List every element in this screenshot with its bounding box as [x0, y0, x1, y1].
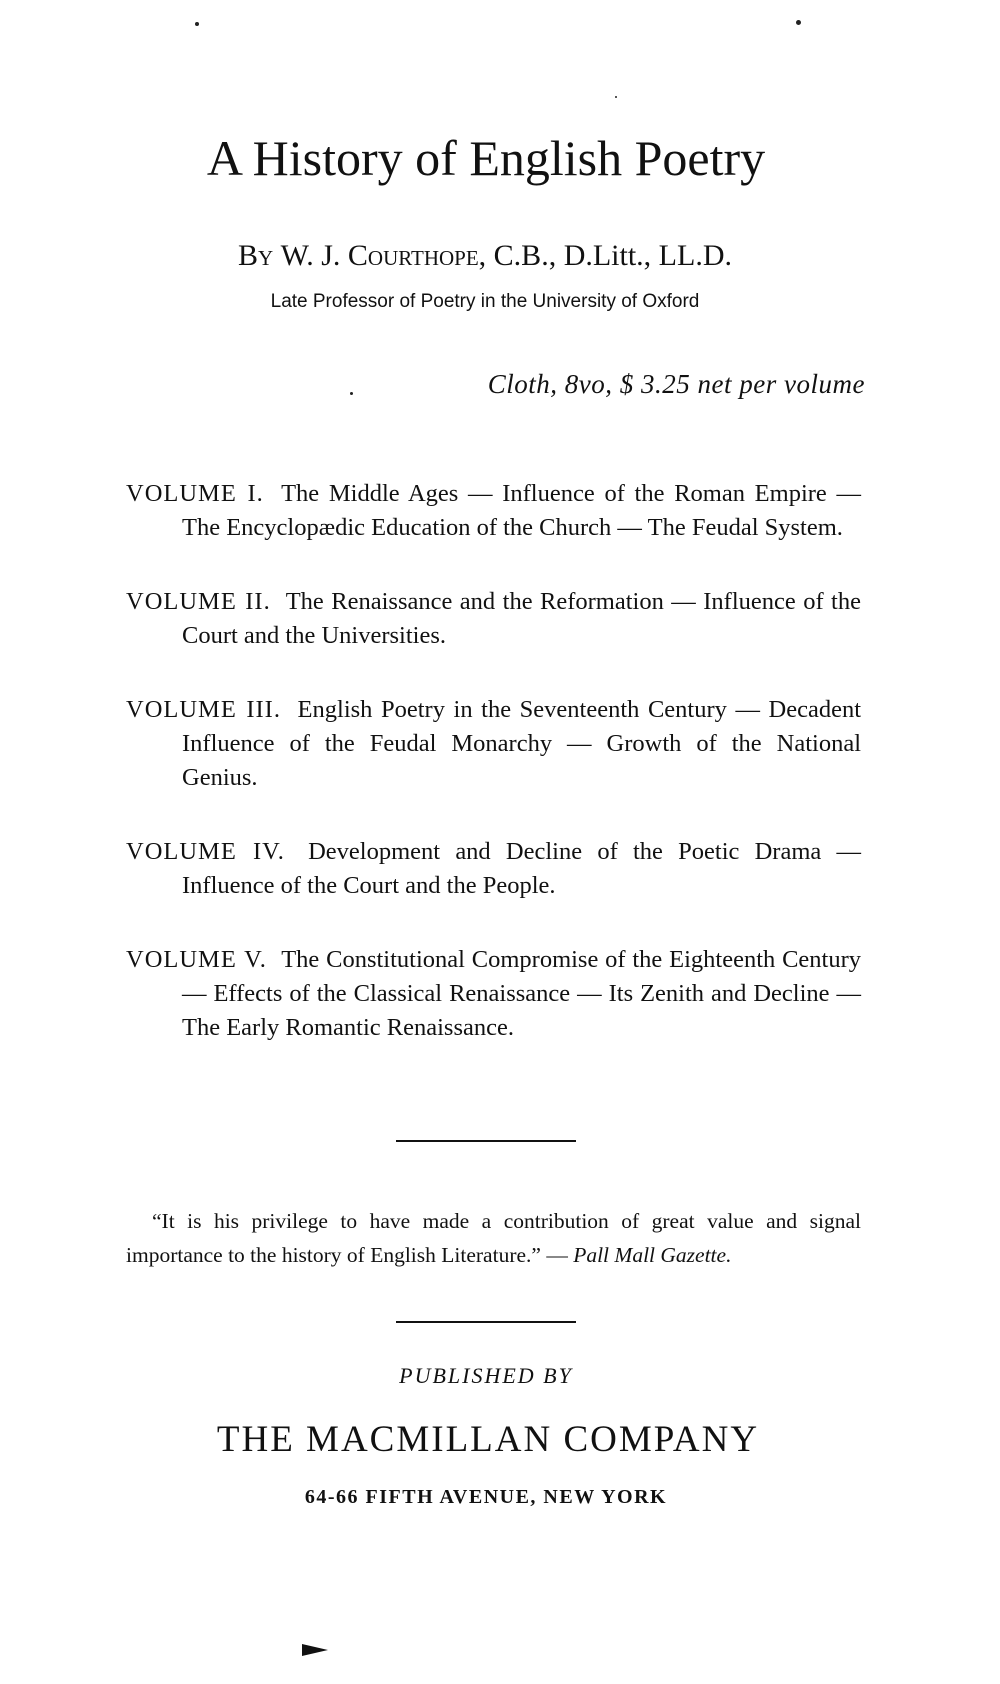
- scan-speck: [615, 96, 617, 98]
- author-prefix: By: [237, 239, 274, 272]
- volume-entry: [126, 835, 861, 903]
- volume-description: The Constitutional Compromise of the Eighteenth Century — Effects of the Classical Renaissance — Its Zenith and Decline — The Early Romantic Renaissance.: [182, 945, 861, 1041]
- scan-speck: [796, 20, 801, 25]
- scan-speck: [195, 22, 199, 26]
- review-source: Pall Mall Gazette.: [573, 1242, 732, 1267]
- scan-speck: [350, 392, 353, 395]
- volume-description: The Renaissance and the Reformation — Influence of the Court and the Universities.: [182, 587, 861, 649]
- volume-label: VOLUME II.: [126, 587, 271, 615]
- volume-label: VOLUME III.: [126, 695, 281, 723]
- review-quote-text: “It is his privilege to have made a contribution of great value and signal importance to the history of English Literature.”: [126, 1208, 861, 1267]
- book-title: A History of English Poetry: [206, 130, 766, 186]
- divider-rule: [396, 1140, 576, 1142]
- divider-rule: [396, 1321, 576, 1323]
- volume-description: The Middle Ages — Influence of the Roman Empire — The Encyclopædic Education of the Church — The Feudal System.: [182, 479, 861, 541]
- price-line: Cloth, 8vo, $ 3.25 net per volume: [487, 369, 865, 399]
- volume-label: VOLUME I.: [126, 479, 264, 507]
- published-by-label: PUBLISHED BY: [399, 1363, 573, 1388]
- volume-entry: [126, 477, 861, 545]
- publisher-name: THE MACMILLAN COMPANY: [216, 1419, 760, 1460]
- volume-label: VOLUME V.: [126, 945, 267, 973]
- volume-description: Development and Decline of the Poetic Drama — Influence of the Court and the People.: [182, 837, 861, 899]
- volume-list: [126, 452, 861, 1085]
- volume-description: English Poetry in the Seventeenth Century — Decadent Influence of the Feudal Monarchy — Growth of the National Genius.: [182, 695, 862, 791]
- volume-entry: [126, 693, 861, 795]
- publisher-address: 64-66 FIFTH AVENUE, NEW YORK: [304, 1486, 668, 1508]
- volume-entry: [126, 585, 861, 653]
- printer-mark-icon: [302, 1644, 328, 1656]
- author-affiliation: Late Professor of Poetry in the University of Oxford: [270, 291, 700, 312]
- review-quote: [126, 1204, 861, 1272]
- author-line: [0, 238, 1000, 274]
- review-dash: —: [540, 1242, 574, 1267]
- author-degrees: C.B., D.Litt., LL.D.: [493, 239, 733, 272]
- volume-entry: [126, 943, 861, 1045]
- author-name: W. J. Courthope,: [280, 239, 487, 272]
- volume-label: VOLUME IV.: [126, 837, 285, 865]
